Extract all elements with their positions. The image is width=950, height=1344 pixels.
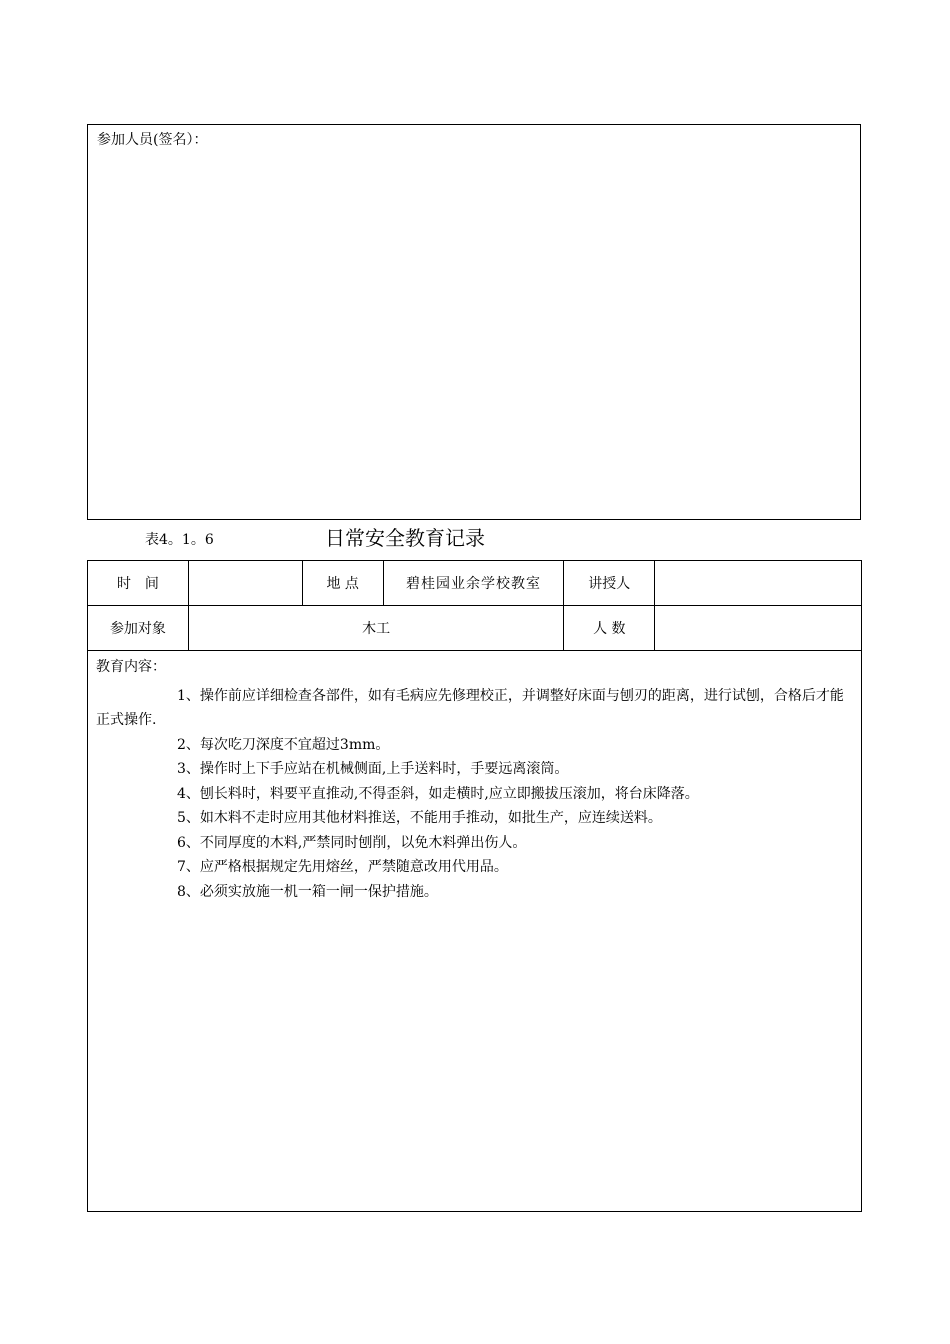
content-item: 2、每次吃刀深度不宜超过3mm。 xyxy=(177,736,390,753)
lecturer-label: 讲授人 xyxy=(564,561,655,606)
safety-education-record-table xyxy=(87,560,862,1212)
table-row xyxy=(88,651,862,1212)
table-row xyxy=(88,606,862,651)
content-item: 1、操作前应详细检查各部件，如有毛病应先修理校正，并调整好床面与刨刃的距离，进行试刨，合格后才能正式操作. xyxy=(96,687,844,728)
audience-value: 木工 xyxy=(188,606,563,651)
count-value xyxy=(655,606,862,651)
page-title: 日常安全教育记录 xyxy=(325,526,485,550)
time-value xyxy=(188,561,302,606)
table-number: 表4。1。6 xyxy=(145,532,214,548)
participants-signature-box xyxy=(87,124,861,520)
content-item: 6、不同厚度的木料,严禁同时刨削，以免木料弹出伤人。 xyxy=(177,834,527,851)
content-item: 3、操作时上下手应站在机械侧面,上手送料时，手要远离滚筒。 xyxy=(177,761,569,777)
count-label: 人 数 xyxy=(564,606,655,651)
content-item: 5、如木料不走时应用其他材料推送，不能用手推动，如批生产，应连续送料。 xyxy=(177,810,662,826)
lecturer-value xyxy=(655,561,862,606)
content-item: 7、应严格根据规定先用熔丝，严禁随意改用代用品。 xyxy=(177,859,508,875)
content-item: 4、刨长料时，料要平直推动,不得歪斜，如走横时,应立即搬拔压滚加，将台床降落。 xyxy=(177,785,699,802)
time-label: 时 间 xyxy=(88,561,189,606)
audience-label: 参加对象 xyxy=(88,606,189,651)
education-content-cell xyxy=(88,651,862,1212)
education-content-label: 教育内容： xyxy=(96,659,166,675)
location-label: 地 点 xyxy=(302,561,383,606)
location-value: 碧桂园业余学校教室 xyxy=(383,561,564,606)
content-item: 8、必须实放施一机一箱一闸一保护措施。 xyxy=(177,883,438,900)
table-row xyxy=(88,561,862,606)
participants-label: 参加人员(签名）： xyxy=(97,132,208,148)
